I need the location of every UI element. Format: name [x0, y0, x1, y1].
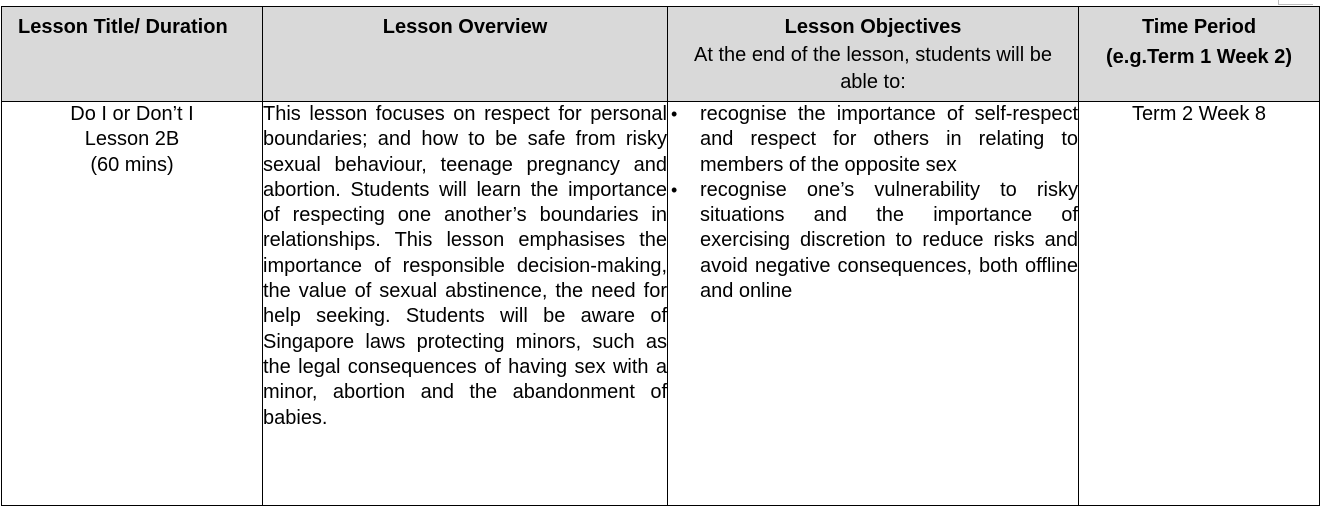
header-objectives-subtitle: At the end of the lesson, students will be able to:	[694, 44, 1052, 93]
page-corner-mark	[1278, 0, 1313, 5]
lesson-objectives-cell	[668, 102, 1079, 506]
header-row	[2, 7, 1320, 102]
table-row	[2, 102, 1320, 506]
header-lesson-objectives: Lesson Objectives At the end of the lesson, students will be able to:	[668, 7, 1079, 102]
objectives-list	[668, 102, 1078, 304]
lesson-title-cell	[2, 102, 263, 506]
header-lesson-title: Lesson Title/ Duration	[2, 7, 263, 102]
lesson-number: Lesson 2B	[84, 128, 180, 151]
lesson-overview-text: This lesson focuses on respect for personal boundaries; and how to be safe from risky sexual behaviour, teenage pregnancy and abortion. Students will learn the importance of respecting one another’s boundaries in relationships. This lesson emphasises the importance of responsible decision-making, the value of sexual abstinence, the need for help seeking. Students will be aware of Singapore laws protecting minors, such as the legal consequences of having sex with a minor, abortion and the abandonment of babies.	[263, 103, 667, 429]
time-period-value: Term 2 Week 8	[1131, 103, 1267, 125]
header-lesson-overview: Lesson Overview	[263, 7, 668, 102]
lesson-title: Do I or Don’t I	[70, 103, 194, 125]
lesson-plan-table	[1, 6, 1320, 506]
time-period-cell	[1079, 102, 1320, 506]
lesson-overview-cell	[263, 102, 668, 506]
list-item: • recognise the importance of self-respect and respect for others in relating to members of the opposite sex	[700, 102, 1078, 178]
list-item: • recognise one’s vulnerability to risky situations and the importance of exercising discretion to reduce risks and avoid negative consequences, both offline and online	[700, 178, 1078, 304]
header-time-period-example: (e.g.Term 1 Week 2)	[1106, 46, 1292, 68]
header-time-period: Time Period (e.g.Term 1 Week 2)	[1079, 7, 1320, 102]
lesson-duration: (60 mins)	[90, 153, 174, 176]
